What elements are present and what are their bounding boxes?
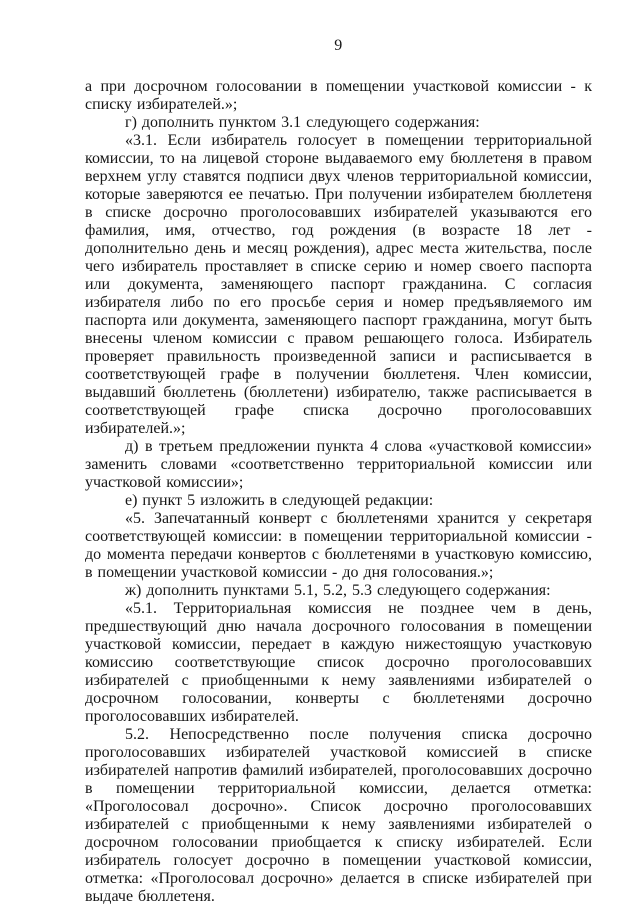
paragraph-continuation-a: а при досрочном голосовании в помещении участковой комиссии - к списку избирателей.»; xyxy=(85,78,592,113)
paragraph-subitem-d: д) в третьем предложении пункта 4 слова «участковой комиссии» заменить словами «соответственно территориальной комиссии или участковой комиссии»; xyxy=(85,438,592,491)
paragraph-point-5-2: 5.2. Непосредственно после получения списка досрочно проголосовавших избирателей участковой комиссией в списке избирателей напротив фамилий избирателей, проголосовавших досрочно в помещении территориальной комиссии, делается отметка: «Проголосовал досрочно». Список досрочно проголосовавших избирателей с приобщенными к нему заявлениями избирателей о досрочном голосовании приобщается к списку избирателей. Если избиратель голосует досрочно в помещении участковой комиссии, отметка: «Проголосовал досрочно» делается в списке избирателей при выдаче бюллетеня. xyxy=(85,726,592,905)
paragraph-point-3-1: «3.1. Если избиратель голосует в помещении территориальной комиссии, то на лицевой стороне выдаваемого ему бюллетеня в правом верхнем углу ставятся подписи двух членов территориальной комиссии, которые заверяются ее печатью. При получении избирателем бюллетеня в списке досрочно проголосовавших избирателей указываются его фамилия, имя, отчество, год рождения (в возрасте 18 лет - дополнительно день и месяц рождения), адрес места жительства, после чего избиратель проставляет в списке серию и номер своего паспорта или документа, заменяющего паспорт гражданина. С согласия избирателя либо по его просьбе серия и номер предъявляемого им паспорта или документа, заменяющего паспорт гражданина, могут быть внесены членом комиссии с правом решающего голоса. Избиратель проверяет правильность произведенной записи и расписывается в соответствующей графе в получении бюллетеня. Член комиссии, выдавший бюллетень (бюллетени) избирателю, также расписывается в соответствующей графе списка досрочно проголосовавших избирателей.»; xyxy=(85,132,592,437)
paragraph-point-5-1: «5.1. Территориальная комиссия не позднее чем в день, предшествующий дню начала досрочного голосования в помещении участковой комиссии, передает в каждую нижестоящую участковую комиссию соответствующие список досрочно проголосовавших избирателей с приобщенными к нему заявлениями избирателей о досрочном голосовании, конверты с бюллетенями досрочно проголосовавших избирателей. xyxy=(85,600,592,725)
paragraph-subitem-zh: ж) дополнить пунктами 5.1, 5.2, 5.3 следующего содержания: xyxy=(125,582,551,599)
paragraph-subitem-e: е) пункт 5 изложить в следующей редакции: xyxy=(125,492,434,509)
document-body xyxy=(85,78,592,905)
paragraph-subitem-g: г) дополнить пунктом 3.1 следующего содержания: xyxy=(125,114,480,131)
paragraph-point-5: «5. Запечатанный конверт с бюллетенями хранится у секретаря соответствующей комиссии: в помещении территориальной комиссии - до момента передачи конвертов с бюллетенями в участковую комиссию, в помещении участковой комиссии - до дня голосования.»; xyxy=(85,510,592,581)
page-number: 9 xyxy=(334,37,343,54)
